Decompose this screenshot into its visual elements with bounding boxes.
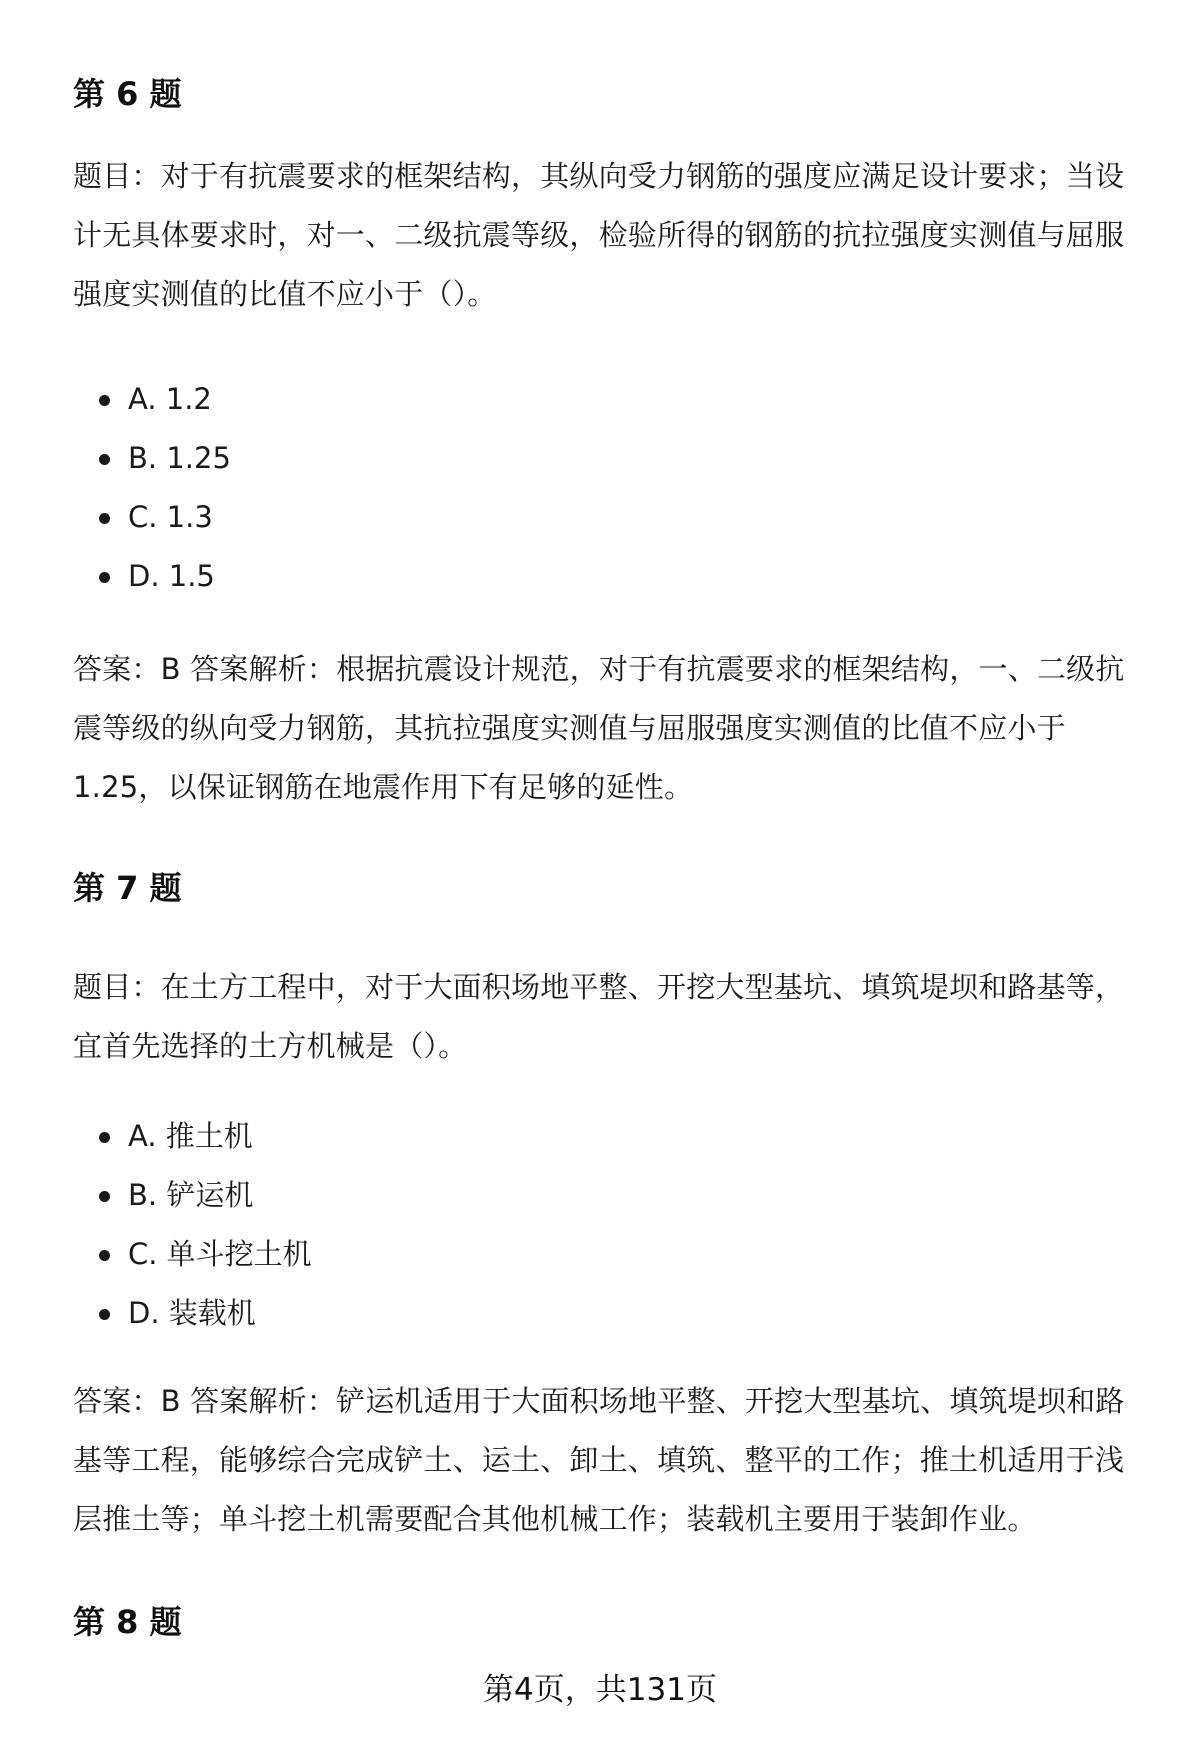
- bullet-icon: [99, 395, 110, 406]
- bullet-icon: [99, 454, 110, 465]
- bullet-icon: [99, 1191, 110, 1202]
- option-label: C. 1.3: [128, 500, 213, 534]
- option-item: [73, 488, 231, 547]
- option-item: [73, 429, 231, 488]
- question-6-text: 题目：对于有抗震要求的框架结构，其纵向受力钢筋的强度应满足设计要求；当设计无具体要求时，对一、二级抗震等级，检验所得的钢筋的抗拉强度实测值与屈服强度实测值的比值不应小于（）。: [73, 159, 1125, 311]
- question-8-heading: 第 8 题: [73, 1603, 182, 1641]
- question-7-text: 题目：在土方工程中，对于大面积场地平整、开挖大型基坑、填筑堤坝和路基等，宜首先选择的土方机械是（）。: [73, 970, 1125, 1063]
- bullet-icon: [99, 513, 110, 524]
- question-6-answer: 答案：B 答案解析：根据抗震设计规范，对于有抗震要求的框架结构，一、二级抗震等级的纵向受力钢筋，其抗拉强度实测值与屈服强度实测值的比值不应小于1.25，以保证钢筋在地震作用下有足够的延性。: [73, 652, 1125, 804]
- option-label: D. 装载机: [128, 1296, 256, 1330]
- option-item: [73, 1107, 312, 1166]
- option-item: [73, 1225, 312, 1284]
- question-7-heading: 第 7 题: [73, 869, 182, 907]
- question-7-answer: 答案：B 答案解析：铲运机适用于大面积场地平整、开挖大型基坑、填筑堤坝和路基等工程，能够综合完成铲土、运土、卸土、填筑、整平的工作；推土机适用于浅层推土等；单斗挖土机需要配合其他机械工作；装载机主要用于装卸作业。: [73, 1384, 1125, 1536]
- option-item: [73, 547, 231, 606]
- bullet-icon: [99, 1309, 110, 1320]
- option-item: [73, 370, 231, 429]
- option-label: D. 1.5: [128, 559, 215, 593]
- bullet-icon: [99, 1132, 110, 1143]
- option-label: A. 推土机: [128, 1119, 253, 1153]
- bullet-icon: [99, 1250, 110, 1261]
- page-number-footer: 第4页，共131页: [483, 1672, 717, 1708]
- option-label: B. 1.25: [128, 441, 231, 475]
- option-label: B. 铲运机: [128, 1178, 254, 1212]
- bullet-icon: [99, 572, 110, 583]
- option-item: [73, 1166, 312, 1225]
- option-item: [73, 1284, 312, 1343]
- option-label: A. 1.2: [128, 382, 212, 416]
- question-6-options: [73, 370, 231, 606]
- option-label: C. 单斗挖土机: [128, 1237, 312, 1271]
- question-6-heading: 第 6 题: [73, 75, 182, 113]
- question-7-options: [73, 1107, 312, 1343]
